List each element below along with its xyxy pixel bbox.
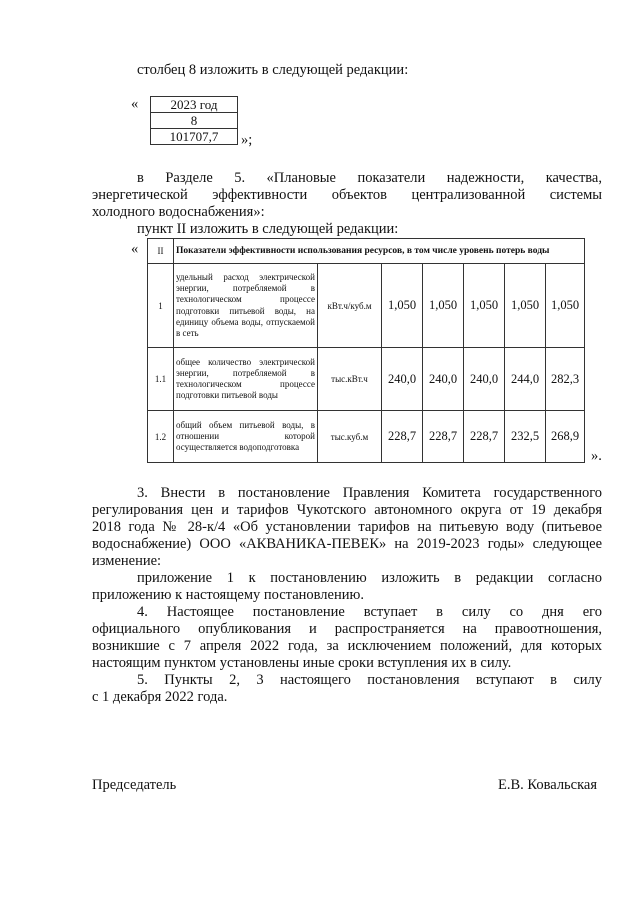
main-table-close-quote: ». xyxy=(591,448,602,464)
row-desc: удельный расход электрической энергии, потребляемой в технологическом процессе подготовки питьевой воды, на единицу объема воды, отпускаемой в сеть xyxy=(174,264,318,348)
row-desc: общий объем питьевой воды, в отношении которой осуществляется водоподготовка xyxy=(174,411,318,463)
row-value: 240,0 xyxy=(423,348,464,411)
small-table xyxy=(150,96,238,145)
main-table-open-quote: « xyxy=(131,241,139,257)
small-table-open-quote: « xyxy=(131,96,139,112)
appendix-line1: приложение 1 к постановлению изложить в редакции согласно xyxy=(137,570,602,586)
item3-line4: водоснабжение) ООО «АКВАНИКА-ПЕВЕК» на 2019-2023 годы» следующее xyxy=(92,536,603,552)
item5-line2: с 1 декабря 2022 года. xyxy=(92,689,228,705)
section-para-line4: пункт II изложить в следующей редакции: xyxy=(137,221,399,237)
row-num: 1.1 xyxy=(148,348,174,411)
row-value: 268,9 xyxy=(546,411,585,463)
row-unit: тыс.кВт.ч xyxy=(318,348,382,411)
appendix-line2: приложению к настоящему постановлению. xyxy=(92,587,364,603)
table-row xyxy=(148,411,585,463)
row-num: 1 xyxy=(148,264,174,348)
section-para-line3: холодного водоснабжения»: xyxy=(92,204,265,220)
intro-line: столбец 8 изложить в следующей редакции: xyxy=(137,62,409,78)
item3-line2: регулирования цен и тарифов Чукотского автономного округа от 19 декабря xyxy=(92,502,603,518)
row-desc: общее количество электрической энергии, потребляемой в технологическом процессе подготовки питьевой воды xyxy=(174,348,318,411)
small-table-cell-year: 2023 год xyxy=(151,97,238,113)
item4-line1: 4. Настоящее постановление вступает в силу со дня его xyxy=(137,604,602,620)
row-value: 1,050 xyxy=(505,264,546,348)
row-value: 1,050 xyxy=(382,264,423,348)
item3-line1: 3. Внести в постановление Правления Комитета государственного xyxy=(137,485,603,501)
small-table-cell-column: 8 xyxy=(151,113,238,129)
signature-name: Е.В. Ковальская xyxy=(498,777,598,793)
small-table-cell-value: 101707,7 xyxy=(151,129,238,145)
item5-line1: 5. Пункты 2, 3 настоящего постановления вступают в силу xyxy=(137,672,603,688)
row-value: 240,0 xyxy=(464,348,505,411)
item4-line2: официального опубликования и распространяется на правоотношения, xyxy=(92,621,603,637)
section-para-line1: в Разделе 5. «Плановые показатели надежности, качества, xyxy=(137,170,602,186)
header-num-cell: II xyxy=(148,239,174,264)
row-value: 1,050 xyxy=(546,264,585,348)
efficiency-table xyxy=(147,238,585,463)
row-value: 244,0 xyxy=(505,348,546,411)
row-value: 228,7 xyxy=(382,411,423,463)
table-row xyxy=(148,348,585,411)
row-value: 1,050 xyxy=(464,264,505,348)
row-num: 1.2 xyxy=(148,411,174,463)
row-value: 282,3 xyxy=(546,348,585,411)
item4-line3: возникшие с 7 апреля 2022 года, за исключением положений, для которых xyxy=(92,638,603,654)
section-para-line2: энергетической эффективности объектов централизованной системы xyxy=(92,187,603,203)
table-header-row xyxy=(148,239,585,264)
row-value: 232,5 xyxy=(505,411,546,463)
item3-line5: изменение: xyxy=(92,553,162,569)
item4-line4: настоящим пунктом установлены иные сроки вступления их в силу. xyxy=(92,655,512,671)
row-value: 240,0 xyxy=(382,348,423,411)
signature-title: Председатель xyxy=(92,777,177,793)
small-table-close-quote: »; xyxy=(241,132,253,148)
table-row xyxy=(148,264,585,348)
header-text-cell: Показатели эффективности использования ресурсов, в том числе уровень потерь воды xyxy=(174,239,585,264)
item3-line3: 2018 года № 28-к/4 «Об установлении тарифов на питьевую воду (питьевое xyxy=(92,519,603,535)
row-value: 1,050 xyxy=(423,264,464,348)
row-unit: кВт.ч/куб.м xyxy=(318,264,382,348)
row-unit: тыс.куб.м xyxy=(318,411,382,463)
row-value: 228,7 xyxy=(464,411,505,463)
row-value: 228,7 xyxy=(423,411,464,463)
